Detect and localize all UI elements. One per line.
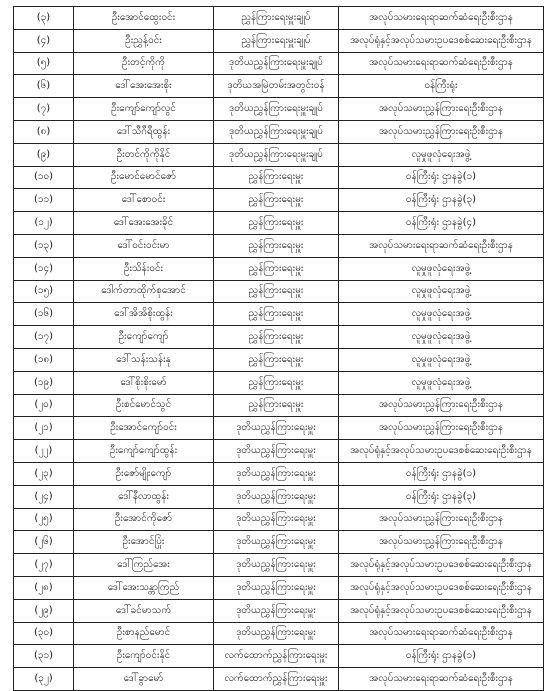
position-title-cell: ဒုတိယညွှန်ကြားရေးမှူး [214, 508, 339, 531]
department-name-cell: ဝန်ကြီးရုံး ဌာနခွဲ(၃) [339, 485, 544, 508]
position-title-cell: ညွှန်ကြားရေးမှူး [214, 166, 339, 189]
department-name-cell: အလုပ်သမားရေးရာဆက်ဆံရေးဦးစီးဌာန [339, 668, 544, 691]
person-name-cell: ဒေါ်အေးအေးစိုး [74, 75, 214, 98]
department-name-cell: ဝန်ကြီးရုံး ဌာနခွဲ(၁) [339, 645, 544, 668]
person-name-cell: ဦးကျော်ဝင်းနိုင် [74, 645, 214, 668]
person-name-cell: ဒေါ်နီလာထွန်း [74, 485, 214, 508]
table-row [14, 303, 544, 326]
table-row [14, 348, 544, 371]
table-row [14, 326, 544, 349]
department-name-cell: အလုပ်သမားညွှန်ကြားရေးဦးစီးဌာန [339, 417, 544, 440]
department-name-cell: အလုပ်ရုံနှင့်အလုပ်သမားဥပဒေစစ်ဆေးရေးဦးစီးဌာန [339, 599, 544, 622]
row-number-cell: (၃) [14, 7, 74, 30]
row-number-cell: (၁၄) [14, 257, 74, 280]
person-name-cell: ဦးစင်မောင်သွင် [74, 394, 214, 417]
table-row [14, 52, 544, 75]
person-name-cell: ဒေါ်သီဂီရီထွန်း [74, 120, 214, 143]
position-title-cell: ညွှန်ကြားရေးမှူး [214, 280, 339, 303]
person-name-cell: ဒေါ်စောဝင်း [74, 189, 214, 212]
row-number-cell: (၁၀) [14, 166, 74, 189]
position-title-cell: ညွှန်ကြားရေးမှူး [214, 257, 339, 280]
table-row [14, 212, 544, 235]
position-title-cell: ညွှန်ကြားရေးမှူး [214, 326, 339, 349]
person-name-cell: ဒေါ်အေးအေးခိုင် [74, 212, 214, 235]
position-title-cell: ညွှန်ကြားရေးမှူး [214, 394, 339, 417]
position-title-cell: ဒုတိယညွှန်ကြားရေးမှူး [214, 417, 339, 440]
department-name-cell: ဝန်ကြီးရုံး [339, 75, 544, 98]
table-row [14, 508, 544, 531]
department-name-cell: လူမှုဖူလုံရေးအဖွဲ့ [339, 257, 544, 280]
department-name-cell: အလုပ်သမားရေးရာဆက်ဆံရေးဦးစီးဌာန [339, 234, 544, 257]
person-name-cell: ဒေါ်သန်းသန်းနု [74, 348, 214, 371]
table-row [14, 645, 544, 668]
table-row [14, 599, 544, 622]
person-name-cell: ဦးအောင်ကိုဇော် [74, 508, 214, 531]
department-name-cell: အလုပ်ရုံနှင့်အလုပ်သမားဥပဒေစစ်ဆေးရေးဦးစီးဌာန [339, 554, 544, 577]
person-name-cell: ဦးညွှန့်ဝင်း [74, 29, 214, 52]
table-row [14, 98, 544, 121]
position-title-cell: ဒုတိယညွှန်ကြားရေးမှူး [214, 462, 339, 485]
table-row [14, 462, 544, 485]
table-row [14, 257, 544, 280]
row-number-cell: (၇) [14, 98, 74, 121]
position-title-cell: ညွှန်ကြားရေးမှူး [214, 189, 339, 212]
table-row [14, 234, 544, 257]
position-title-cell: ဒုတိယညွှန်ကြားရေးမှူး [214, 576, 339, 599]
row-number-cell: (၆) [14, 75, 74, 98]
department-name-cell: အလုပ်ရုံနှင့်အလုပ်သမားဥပဒေစစ်ဆေးရေးဦးစီးဌာန [339, 29, 544, 52]
position-title-cell: ဒုတိယညွှန်ကြားရေးမှူးချုပ် [214, 52, 339, 75]
person-name-cell: ဦးဇော်မျိုးကျော် [74, 462, 214, 485]
person-name-cell: ဒေါ်အိအိစိုးထွန်း [74, 303, 214, 326]
row-number-cell: (၉) [14, 143, 74, 166]
row-number-cell: (၂၉) [14, 599, 74, 622]
table-row [14, 7, 544, 30]
position-title-cell: ဒုတိယအမြဲတမ်းအတွင်းဝန် [214, 75, 339, 98]
person-name-cell: ဒေါက်တာထိုက်စုအောင် [74, 280, 214, 303]
position-title-cell: လက်ထောက်ညွှန်ကြားရေးမှူး [214, 668, 339, 691]
row-number-cell: (၂၁) [14, 417, 74, 440]
person-name-cell: ဦးအောင်ပြုံး [74, 531, 214, 554]
department-name-cell: လူမှုဖူလုံရေးအဖွဲ့ [339, 371, 544, 394]
person-name-cell: ဒေါ်အေးသန္တာကြည် [74, 576, 214, 599]
position-title-cell: ဒုတိယညွှန်ကြားရေးမှူးချုပ် [214, 98, 339, 121]
row-number-cell: (၃၁) [14, 645, 74, 668]
row-number-cell: (၃၀) [14, 622, 74, 645]
table-row [14, 189, 544, 212]
person-name-cell: ဦးအောင်ကျော်ဝင်း [74, 417, 214, 440]
department-name-cell: အလုပ်ရုံနှင့်အလုပ်သမားဥပဒေစစ်ဆေးရေးဦးစီးဌာန [339, 440, 544, 463]
department-name-cell: အလုပ်သမားရေးရာဆက်ဆံရေးဦးစီးဌာန [339, 622, 544, 645]
table-row [14, 576, 544, 599]
person-name-cell: ဒေါ်စိုးစိုးမော် [74, 371, 214, 394]
staff-table [13, 6, 544, 691]
department-name-cell: အလုပ်ရုံနှင့်အလုပ်သမားဥပဒေစစ်ဆေးရေးဦးစီးဌာန [339, 576, 544, 599]
position-title-cell: ဒုတိယညွှန်ကြားရေးမှူး [214, 440, 339, 463]
row-number-cell: (၂၀) [14, 394, 74, 417]
row-number-cell: (၁၁) [14, 189, 74, 212]
department-name-cell: လူမှုဖူလုံရေးအဖွဲ့ [339, 348, 544, 371]
department-name-cell: အလုပ်သမားရေးရာဆက်ဆံရေးဦးစီးဌာန [339, 7, 544, 30]
person-name-cell: ဦးကျော်ကျော် [74, 326, 214, 349]
position-title-cell: ဒုတိယညွှန်ကြားရေးမှူး [214, 599, 339, 622]
row-number-cell: (၂၆) [14, 531, 74, 554]
person-name-cell: ဦးစာနည်မောင် [74, 622, 214, 645]
person-name-cell: ဦးသိန်းဝင်း [74, 257, 214, 280]
department-name-cell: အလုပ်သမားညွှန်ကြားရေးဦးစီးဌာန [339, 531, 544, 554]
department-name-cell: အလုပ်သမားညွှန်ကြားရေးဦးစီးဌာန [339, 98, 544, 121]
row-number-cell: (၂၅) [14, 508, 74, 531]
table-row [14, 29, 544, 52]
table-row [14, 280, 544, 303]
person-name-cell: ဒေါ်ခွာမော် [74, 668, 214, 691]
row-number-cell: (၂၃) [14, 462, 74, 485]
department-name-cell: လူမှုဖူလုံရေးအဖွဲ့ [339, 326, 544, 349]
table-row [14, 417, 544, 440]
person-name-cell: ဦးတင့်ကိုကို [74, 52, 214, 75]
person-name-cell: ဦးမောင်မောင်ဇော် [74, 166, 214, 189]
row-number-cell: (၂၇) [14, 554, 74, 577]
person-name-cell: ဒေါ်ဝင်းဝင်းမာ [74, 234, 214, 257]
table-row [14, 120, 544, 143]
table-row [14, 371, 544, 394]
department-name-cell: လူမှုဖူလုံရေးအဖွဲ့ [339, 303, 544, 326]
position-title-cell: ညွှန်ကြားရေးမှူးချုပ် [214, 7, 339, 30]
row-number-cell: (၃၂) [14, 668, 74, 691]
table-row [14, 668, 544, 691]
table-row [14, 554, 544, 577]
row-number-cell: (၁၈) [14, 348, 74, 371]
position-title-cell: ညွှန်ကြားရေးမှူး [214, 371, 339, 394]
department-name-cell: အလုပ်သမားညွှန်ကြားရေးဦးစီးဌာန [339, 120, 544, 143]
position-title-cell: ဒုတိယညွှန်ကြားရေးမှူး [214, 485, 339, 508]
position-title-cell: ဒုတိယညွှန်ကြားရေးမှူးချုပ် [214, 120, 339, 143]
position-title-cell: ညွှန်ကြားရေးမှူး [214, 303, 339, 326]
row-number-cell: (၂၂) [14, 440, 74, 463]
table-row [14, 622, 544, 645]
department-name-cell: အလုပ်သမားညွှန်ကြားရေးဦးစီးဌာန [339, 394, 544, 417]
row-number-cell: (၂၈) [14, 576, 74, 599]
table-row [14, 394, 544, 417]
person-name-cell: ဒေါ်ခင်မာသက် [74, 599, 214, 622]
person-name-cell: ဦးတင်ကိုကိုနိုင် [74, 143, 214, 166]
row-number-cell: (၁၃) [14, 234, 74, 257]
row-number-cell: (၁၇) [14, 326, 74, 349]
department-name-cell: လူမှုဖူလုံရေးအဖွဲ့ [339, 280, 544, 303]
position-title-cell: လက်ထောက်ညွှန်ကြားရေးမှူး [214, 645, 339, 668]
position-title-cell: ဒုတိယညွှန်ကြားရေးမှူး [214, 531, 339, 554]
department-name-cell: လူမှုဖူလုံရေးအဖွဲ့ [339, 143, 544, 166]
row-number-cell: (၈) [14, 120, 74, 143]
person-name-cell: ဦးကျော်ကျော်လွင် [74, 98, 214, 121]
table-row [14, 485, 544, 508]
department-name-cell: အလုပ်သမားညွှန်ကြားရေးဦးစီးဌာန [339, 508, 544, 531]
position-title-cell: ဒုတိယညွှန်ကြားရေးမှူး [214, 554, 339, 577]
row-number-cell: (၁၆) [14, 303, 74, 326]
position-title-cell: ညွှန်ကြားရေးမှူးချုပ် [214, 29, 339, 52]
position-title-cell: ဒုတိယညွှန်ကြားရေးမှူးချုပ် [214, 143, 339, 166]
row-number-cell: (၅) [14, 52, 74, 75]
department-name-cell: ဝန်ကြီးရုံး ဌာနခွဲ(၄) [339, 212, 544, 235]
position-title-cell: ညွှန်ကြားရေးမှူး [214, 348, 339, 371]
person-name-cell: ဒေါ်ကြည်အေး [74, 554, 214, 577]
row-number-cell: (၁၉) [14, 371, 74, 394]
person-name-cell: ဦးအောင်ထွေးဝင်း [74, 7, 214, 30]
table-row [14, 531, 544, 554]
row-number-cell: (၁၂) [14, 212, 74, 235]
row-number-cell: (၁၅) [14, 280, 74, 303]
staff-table-body [14, 7, 544, 691]
person-name-cell: ဦးကျော်ကျော်ထွန်း [74, 440, 214, 463]
department-name-cell: ဝန်ကြီးရုံး ဌာနခွဲ(၁) [339, 462, 544, 485]
department-name-cell: အလုပ်သမားရေးရာဆက်ဆံရေးဦးစီးဌာန [339, 52, 544, 75]
table-row [14, 75, 544, 98]
table-row [14, 166, 544, 189]
department-name-cell: ဝန်ကြီးရုံး ဌာနခွဲ(၁) [339, 166, 544, 189]
position-title-cell: ညွှန်ကြားရေးမှူး [214, 234, 339, 257]
department-name-cell: ဝန်ကြီးရုံး ဌာနခွဲ(၃) [339, 189, 544, 212]
position-title-cell: ဒုတိယညွှန်ကြားရေးမှူး [214, 622, 339, 645]
position-title-cell: ညွှန်ကြားရေးမှူး [214, 212, 339, 235]
table-row [14, 440, 544, 463]
row-number-cell: (၂၄) [14, 485, 74, 508]
row-number-cell: (၄) [14, 29, 74, 52]
table-row [14, 143, 544, 166]
